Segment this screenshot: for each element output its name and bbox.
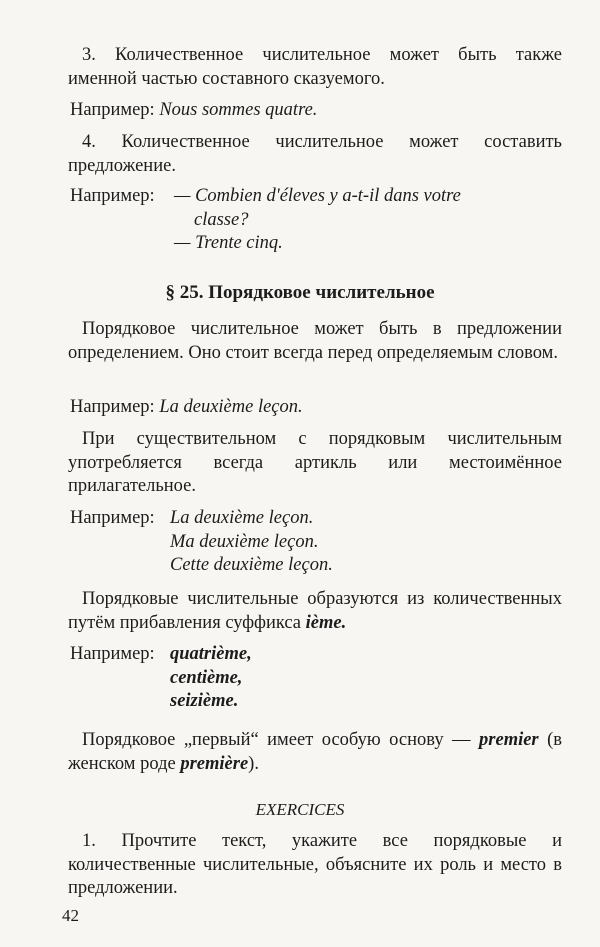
term-premier: premier [479,730,539,750]
example-label: Например: [70,186,155,206]
paragraph-5-text: Порядковое числительное может быть в предложении определением. Оно стоит всегда перед определяемым словом. [68,319,562,363]
example-line: Cette deuxième leçon. [170,555,333,575]
example-4 [70,507,564,578]
exercise-1-text: 1. Прочтите текст, укажите все порядковые и количественные числительные, объясните их роль и место в предложении. [68,831,562,898]
paragraph-7 [68,588,562,635]
paragraph-8-middle: (в женском роде [68,730,563,774]
example-1 [70,99,564,123]
exercise-1 [68,830,562,901]
example-line: — Combien d'éleves y a-t-il dans votre [174,186,461,206]
paragraph-7-text: Порядковые числительные образуются из количественных путём прибавления суффикса [68,589,562,633]
term-premiere: première [180,753,249,774]
paragraph-8-after: ). [248,753,259,774]
example-2 [70,185,564,256]
example-line: quatrième, [170,644,252,664]
example-line: seizième. [170,691,239,711]
example-line: centième, [170,667,243,688]
example-label: Например: [70,100,155,120]
paragraph-8-before: Порядковое „первый“ имеет особую основу — [82,730,471,750]
example-label: Например: [70,644,155,664]
paragraph-8 [68,729,562,776]
page-number: 42 [62,906,79,925]
example-3 [70,396,564,420]
example-text: La deuxième leçon. [159,397,303,417]
example-label: Например: [70,397,155,417]
example-line: Ma deuxième leçon. [170,531,319,552]
suffix-term: ième. [305,612,347,633]
exercises-heading: EXERCICES [255,800,345,819]
paragraph-4 [68,131,562,178]
paragraph-6-text: При существительном с порядковым числительным употребляется всегда артикль или местоимённое прилагательное. [68,429,562,496]
example-5 [70,643,564,714]
paragraph-6 [68,428,562,499]
paragraph-4-text: 4. Количественное числительное может составить предложение. [68,132,562,176]
section-heading: § 25. Порядковое числительное [165,282,435,303]
example-label: Например: [70,508,155,528]
example-line: La deuxième leçon. [170,508,314,528]
paragraph-3-text: 3. Количественное числительное может быть также именной частью составного сказуемого. [68,45,562,89]
example-line: — Trente cinq. [174,233,283,253]
example-line: classe? [194,209,249,230]
paragraph-3 [68,44,562,91]
paragraph-5 [68,318,562,365]
example-text: Nous sommes quatre. [159,100,318,120]
